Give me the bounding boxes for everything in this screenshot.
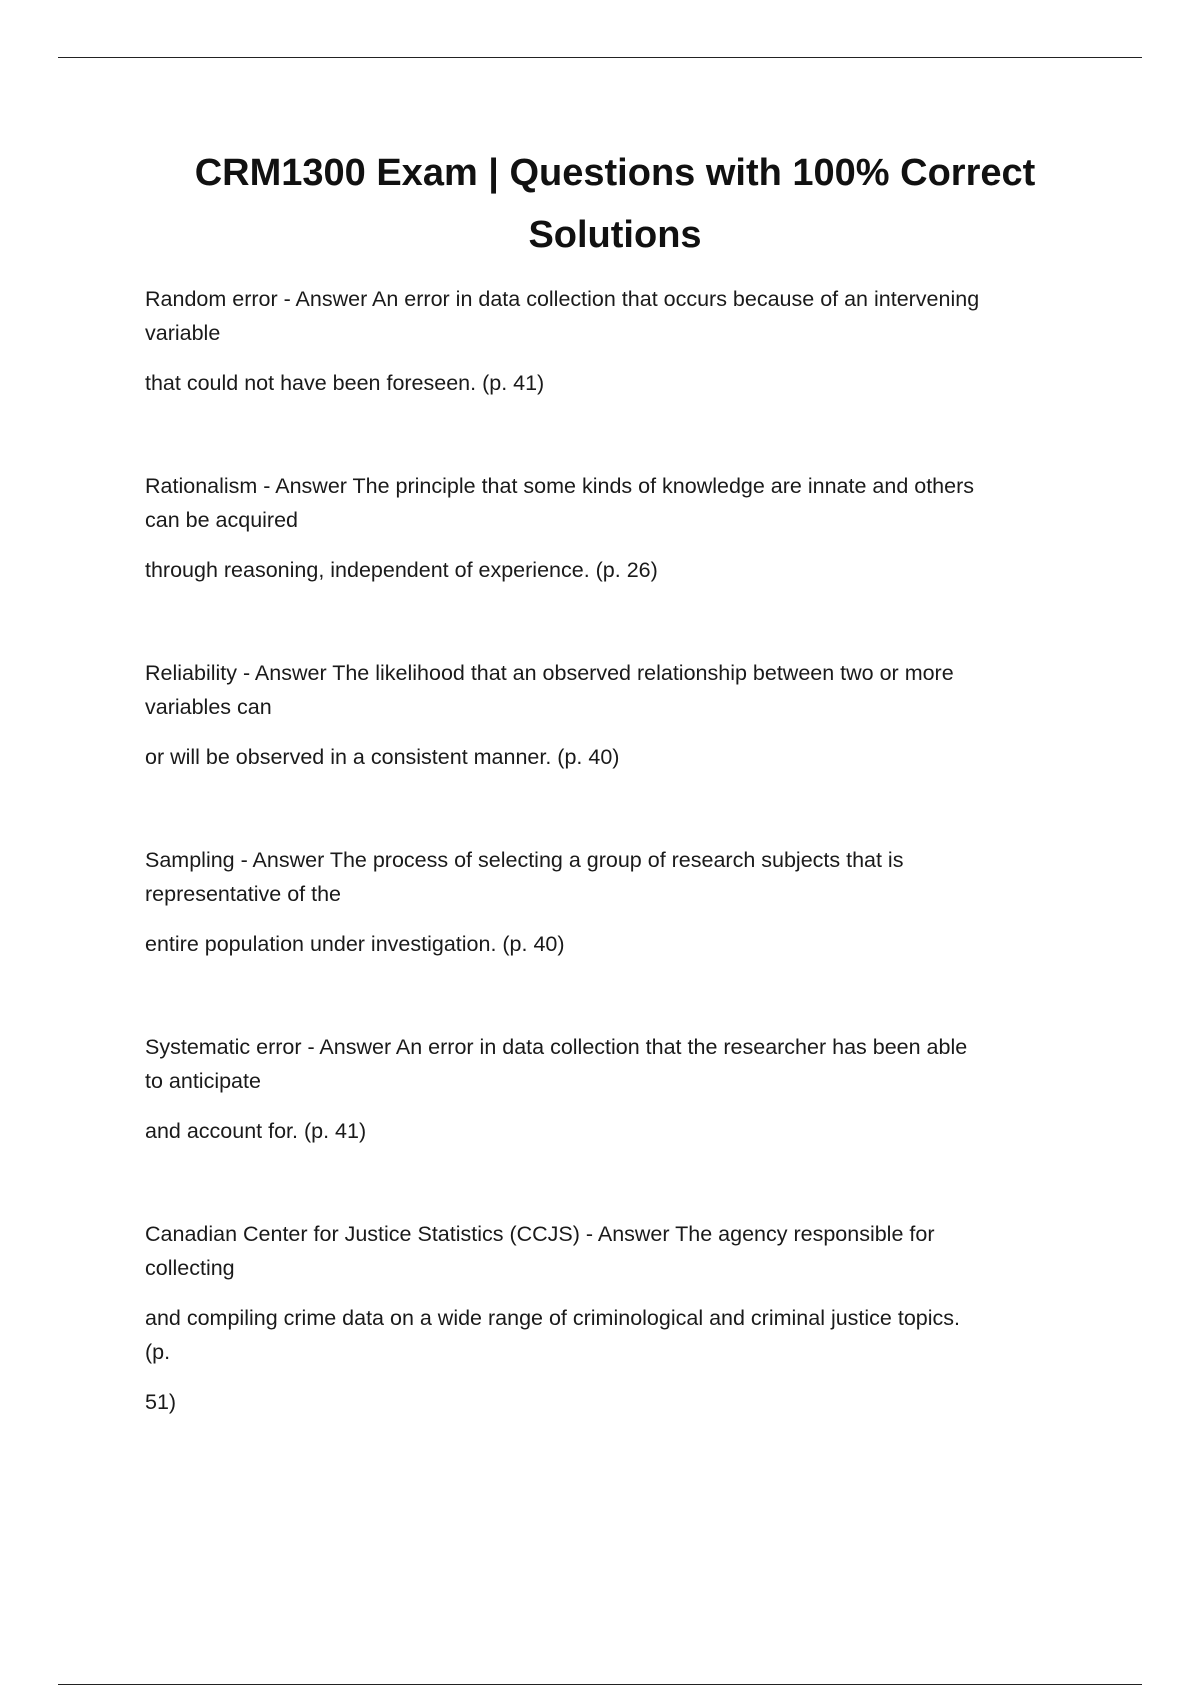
entry-line: Random error - Answer An error in data collection that occurs because of an intervening	[145, 287, 980, 311]
entry-list	[145, 282, 1105, 1414]
entry-systematic-error	[145, 1030, 1105, 1217]
entry-line: and compiling crime data on a wide range of criminological and criminal justice topics.	[145, 1306, 961, 1330]
entry-line: that could not have been foreseen. (p. 41)	[145, 371, 545, 395]
entry-line: or will be observed in a consistent manner. (p. 40)	[145, 745, 620, 769]
entry-line: variable	[145, 321, 221, 345]
entry-line: through reasoning, independent of experience. (p. 26)	[145, 558, 658, 582]
title-line-1: CRM1300 Exam | Questions with 100% Correct	[194, 152, 1036, 194]
entry-line: representative of the	[145, 882, 342, 906]
header-rule	[58, 57, 1142, 58]
title-line-2: Solutions	[528, 214, 702, 256]
footer-rule	[58, 1684, 1142, 1685]
entry-line: and account for. (p. 41)	[145, 1119, 367, 1143]
entry-line: 51)	[145, 1390, 177, 1414]
entry-line: can be acquired	[145, 508, 298, 532]
entry-random-error	[145, 282, 1105, 469]
entry-line: to anticipate	[145, 1069, 261, 1093]
entry-reliability	[145, 656, 1105, 843]
entry-sampling	[145, 843, 1105, 1030]
entry-line: collecting	[145, 1256, 235, 1280]
entry-line: (p.	[145, 1340, 171, 1364]
entry-line: entire population under investigation. (p. 40)	[145, 932, 565, 956]
entry-line: Systematic error - Answer An error in data collection that the researcher has been able	[145, 1035, 968, 1059]
entry-line: Sampling - Answer The process of selecting a group of research subjects that is	[145, 848, 904, 872]
entry-line: variables can	[145, 695, 272, 719]
entry-line: Reliability - Answer The likelihood that an observed relationship between two or more	[145, 661, 954, 685]
entry-line: Rationalism - Answer The principle that some kinds of knowledge are innate and others	[145, 474, 974, 498]
entry-rationalism	[145, 469, 1105, 656]
entry-ccjs	[145, 1217, 1105, 1414]
entry-line: Canadian Center for Justice Statistics (CCJS) - Answer The agency responsible for	[145, 1222, 935, 1246]
document-title	[100, 142, 1130, 266]
